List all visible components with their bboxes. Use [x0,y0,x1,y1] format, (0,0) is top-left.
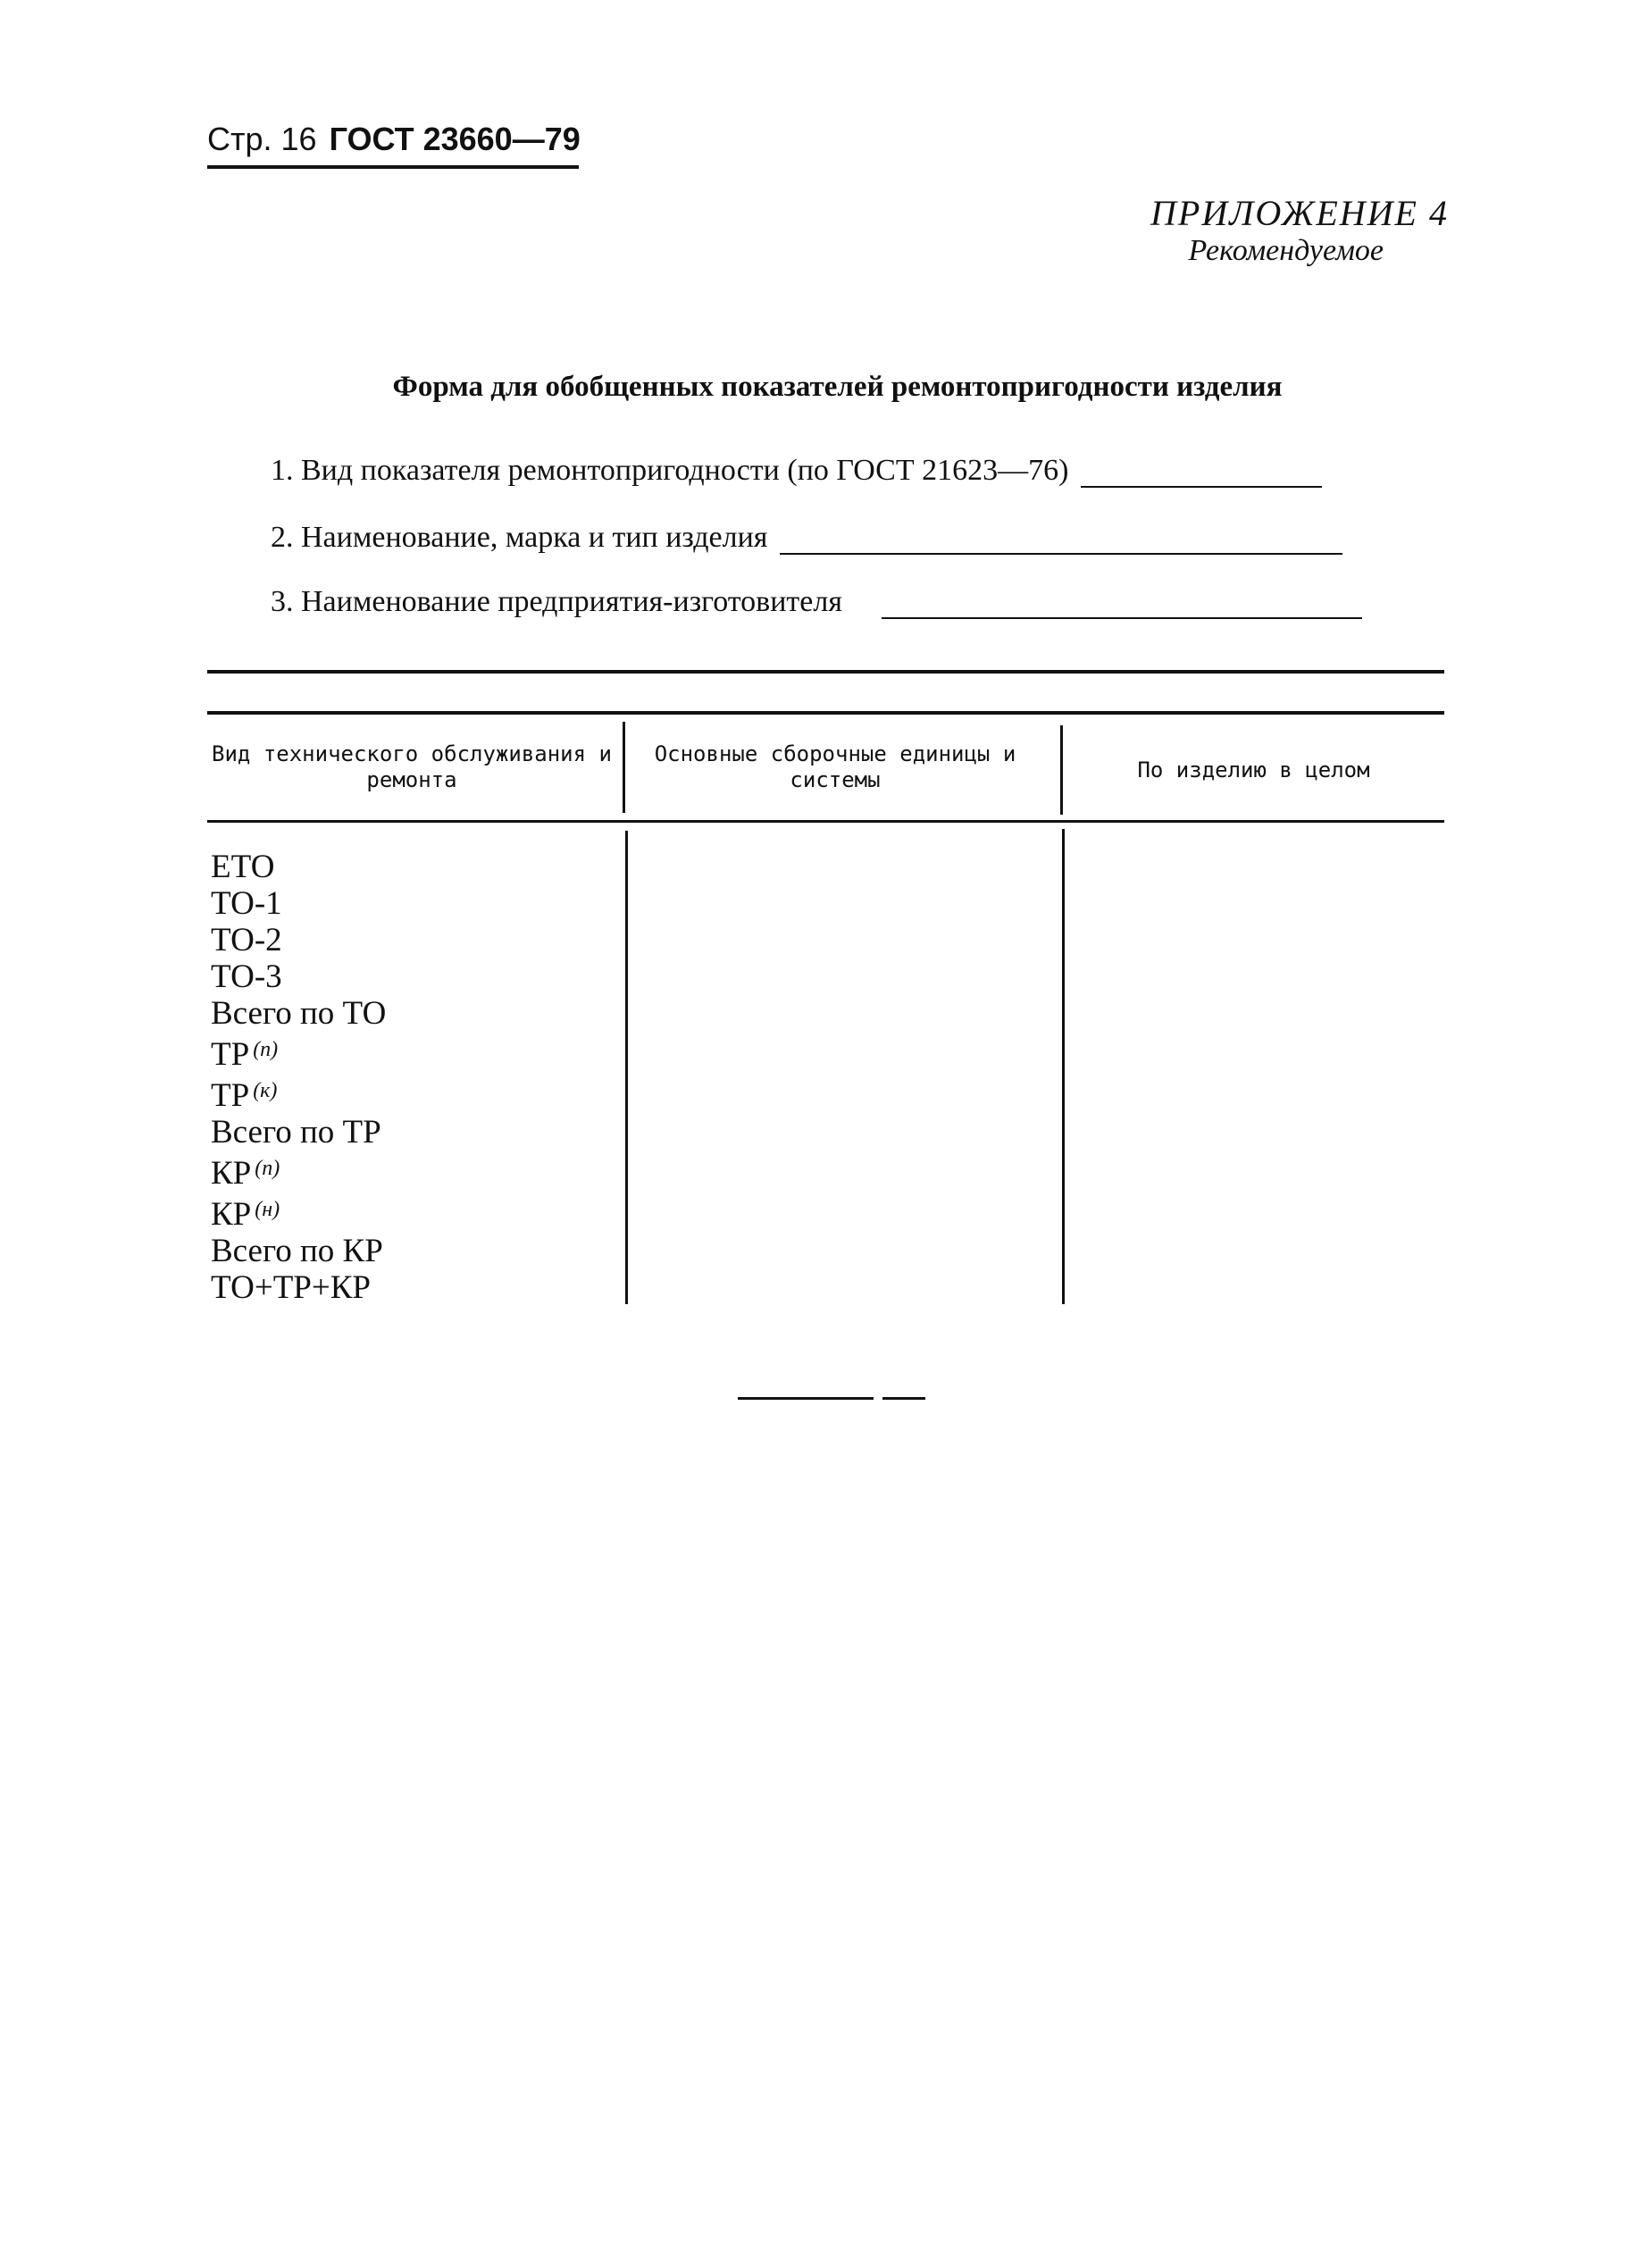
table-row [211,1269,386,1306]
column-divider [625,831,628,1304]
table-top-rule [207,711,1444,715]
field-indicator-type [271,454,1322,488]
row-label: ТО+ТР+КР [211,1269,372,1306]
col-header-whole: По изделию в целом [1137,757,1370,783]
table-row [211,1192,386,1233]
col-header-units: Основные сборочные единицы и системы [654,741,1016,792]
row-superscript: (н) [255,1198,280,1221]
row-superscript: (к) [253,1079,278,1102]
row-superscript: (п) [253,1038,279,1061]
table-row-labels [211,849,386,1306]
row-label: ТР [211,1077,250,1114]
table-row [211,1151,386,1192]
row-label: Всего по КР [211,1233,383,1269]
table-row [211,1073,386,1114]
field-label: 1. Вид показателя ремонтопригодности (по ГОСТ 21623—76) [271,454,1069,487]
field-product-name [271,521,1342,555]
table-row [211,995,386,1032]
blank-line [1081,486,1322,488]
separator-rule [207,670,1444,674]
table-row [211,958,386,995]
field-label: 3. Наименование предприятия-изготовителя [271,585,842,618]
row-label: ЕТО [211,849,275,885]
table-row [211,1233,386,1269]
row-label: ТО-3 [211,958,282,995]
table-row [211,922,386,958]
table-row [211,885,386,922]
col-header-service: Вид технического обслуживания и ремонта [212,741,612,792]
standard-code: ГОСТ 23660—79 [329,121,581,157]
row-label: ТР [211,1036,250,1073]
page-number: Стр. 16 [207,121,317,157]
running-head [207,121,581,158]
header-rule [207,165,579,169]
row-label: КР [211,1155,252,1192]
column-divider [1062,829,1065,1304]
row-label: ТО-2 [211,922,282,958]
blank-line [780,553,1342,555]
row-superscript: (п) [255,1157,280,1180]
table-header-rule [207,820,1444,823]
row-label: ТО-1 [211,885,282,922]
table-row [211,849,386,885]
form-title: Форма для обобщенных показателей ремонтопригодности изделия [392,371,1283,403]
appendix-status: Рекомендуемое [1188,234,1384,267]
row-label: КР [211,1196,252,1233]
table-row [211,1032,386,1073]
end-mark [882,1397,925,1400]
end-mark [738,1397,874,1400]
field-label: 2. Наименование, марка и тип изделия [271,521,768,554]
table-row [211,1114,386,1151]
row-label: Всего по ТР [211,1114,381,1151]
row-label: Всего по ТО [211,995,387,1032]
blank-line [882,617,1362,619]
field-manufacturer [271,585,1362,619]
appendix-label: ПРИЛОЖЕНИЕ 4 [1150,193,1449,233]
